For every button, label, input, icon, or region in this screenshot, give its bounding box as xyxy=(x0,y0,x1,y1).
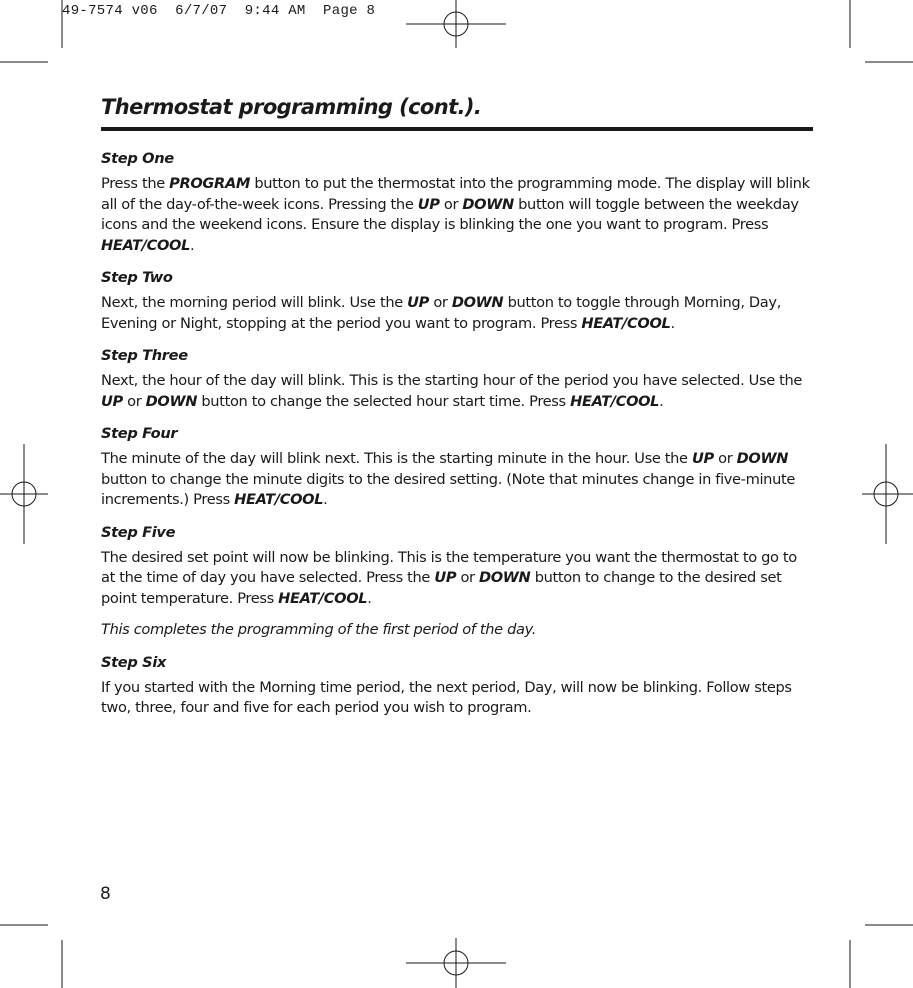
step-heading: Step Two xyxy=(101,269,173,286)
step-two xyxy=(101,267,813,334)
step-six xyxy=(101,652,813,719)
keyword-up: UP xyxy=(417,195,440,213)
step-heading: Step Three xyxy=(101,347,188,364)
title-rule xyxy=(101,127,813,131)
keyword-down: DOWN xyxy=(462,195,514,213)
page-title: Thermostat programming (cont.). xyxy=(101,95,482,119)
registration-mark-bottom xyxy=(406,938,506,988)
step-text: If you started with the Morning time period, the next period, Day, will now be blinking. Follow steps two, three, four and five for each period you wish to program. xyxy=(101,678,792,716)
step-three xyxy=(101,345,813,412)
step-text: The desired set point will now be blinking. This is the temperature you want the thermostat to go to at the time of day you have selected. Press the UP or DOWN button to change to the desired set point temperature. Press HEAT/COOL. xyxy=(101,548,797,607)
keyword-heat-cool: HEAT/COOL xyxy=(581,314,671,332)
completion-note: This completes the programming of the first period of the day. xyxy=(101,621,537,638)
step-heading: Step Six xyxy=(101,653,167,671)
keyword-heat-cool: HEAT/COOL xyxy=(570,392,660,410)
registration-mark-right xyxy=(862,444,913,544)
step-text: Next, the morning period will blink. Use the UP or DOWN button to toggle through Morning, Day, Evening or Night, stopping at the period you want to program. Press HEAT/COOL. xyxy=(101,294,781,332)
keyword-down: DOWN xyxy=(451,294,504,311)
keyword-down: DOWN xyxy=(478,569,531,586)
keyword-up: UP xyxy=(407,294,430,311)
step-text: The minute of the day will blink next. This is the starting minute in the hour. Use the UP or DOWN button to change the minute digits to the desired setting. (Note that minutes change in five-minute increments.) Press HEAT/COOL. xyxy=(101,450,795,508)
keyword-up: UP xyxy=(434,569,457,586)
step-heading: Step Five xyxy=(101,523,176,541)
instructions xyxy=(101,148,813,730)
step-text: Next, the hour of the day will blink. This is the starting hour of the period you have selected. Use the UP or DOWN button to change the selected hour start time. Press HEAT/COOL. xyxy=(101,372,803,410)
keyword-heat-cool: HEAT/COOL xyxy=(278,589,368,607)
keyword-up: UP xyxy=(691,450,714,467)
step-heading: Step Four xyxy=(101,425,178,442)
page-number: 8 xyxy=(100,884,111,904)
step-five xyxy=(101,522,813,610)
registration-mark-left xyxy=(0,444,48,544)
keyword-heat-cool: HEAT/COOL xyxy=(234,491,324,508)
keyword-program: PROGRAM xyxy=(169,175,251,192)
step-text: Press the PROGRAM button to put the thermostat into the programming mode. The display will blink all of the day-of-the-week icons. Pressing the UP or DOWN button will toggle between the weekday icons and the weekend icons. Ensure the display is blinking the one you want to program. Press HEAT/COOL. xyxy=(101,175,810,254)
step-heading: Step One xyxy=(101,150,174,167)
registration-mark-top xyxy=(406,0,506,48)
step-one xyxy=(101,148,813,256)
keyword-heat-cool: HEAT/COOL xyxy=(101,236,191,254)
keyword-down: DOWN xyxy=(736,450,789,467)
keyword-down: DOWN xyxy=(145,392,198,410)
print-slug: 49-7574 v06 6/7/07 9:44 AM Page 8 xyxy=(62,3,376,19)
step-four xyxy=(101,423,813,511)
keyword-up: UP xyxy=(101,392,123,410)
